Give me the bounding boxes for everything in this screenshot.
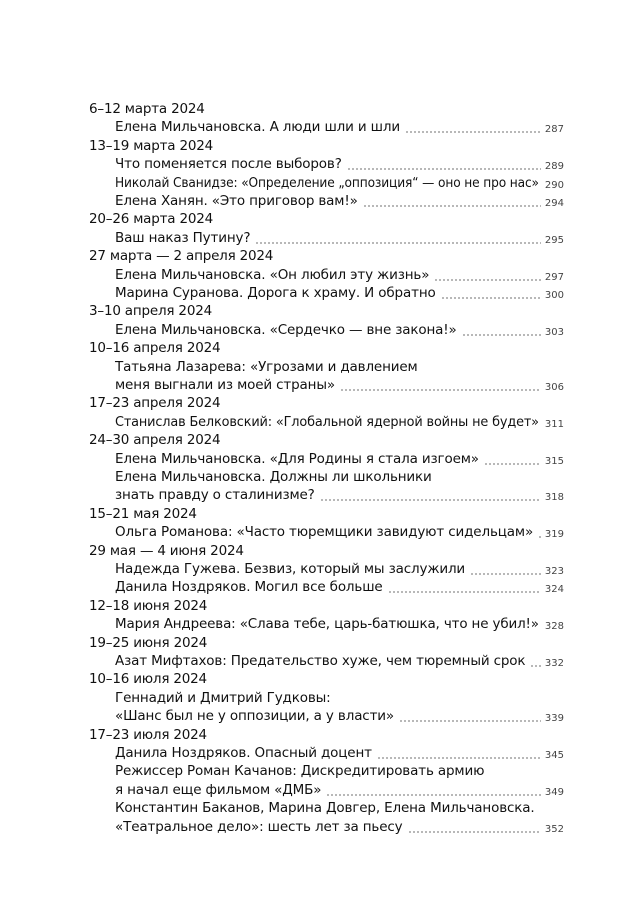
entry-title-line: Геннадий и Дмитрий Гудковы: — [115, 689, 331, 706]
page-number: 289 — [544, 161, 564, 173]
section-date: 10–16 июля 2024 — [89, 671, 207, 688]
dot-leader — [434, 267, 541, 284]
entry-title-line: Николай Сванидзе: «Определение „оппозиция“ — оно не про нас» — [115, 174, 539, 191]
entry-title-line: Данила Ноздряков. Опасный доцент — [115, 745, 372, 761]
entry-title-line: Елена Мильчановска. «Он любил эту жизнь» — [115, 266, 430, 283]
dot-leader — [484, 451, 541, 468]
page-number: 318 — [544, 492, 564, 504]
entry-title-line: Режиссер Роман Качанов: Дискредитировать армию — [115, 763, 485, 780]
page-number: 345 — [544, 750, 564, 761]
section-date: 10–16 апреля 2024 — [89, 340, 221, 357]
entry-title-line: Елена Мильчановска. А люди шли и шли — [115, 119, 400, 136]
dot-leader — [347, 156, 541, 173]
page-number: 294 — [544, 198, 564, 209]
entry-title-line: меня выгнали из моей страны» — [115, 376, 335, 393]
entry-title-line: Татьяна Лазарева: «Угрозами и давлением — [115, 358, 418, 375]
entry-title-line: Марина Суранова. Дорога к храму. И обратно — [115, 285, 436, 301]
page-number: 349 — [544, 786, 564, 798]
section-date: 19–25 июня 2024 — [89, 634, 208, 651]
section-date: 20–26 марта 2024 — [89, 211, 214, 228]
entry-title-line: Константин Баканов, Марина Довгер, Елена Мильчановска. — [115, 800, 535, 817]
section-date: 15–21 мая 2024 — [89, 505, 197, 522]
dot-leader — [538, 524, 541, 541]
dot-leader — [340, 377, 541, 394]
dot-leader — [441, 285, 541, 302]
entry-title-line: Мария Андреева: «Слава тебе, царь-батюшка, что не убил!» — [115, 616, 539, 633]
page-number: 352 — [544, 823, 564, 835]
entry-title-line: Елена Ханян. «Это приговор вам!» — [115, 193, 358, 209]
section-date: 17–23 апреля 2024 — [89, 395, 221, 412]
page-number: 339 — [544, 713, 564, 725]
entry-title-line: Надежда Гужева. Безвиз, который мы заслужили — [115, 561, 466, 577]
section-date: 29 мая — 4 июня 2024 — [89, 542, 244, 559]
section-date: 6–12 марта 2024 — [89, 101, 205, 117]
dot-leader — [363, 193, 541, 210]
page-number: 303 — [544, 326, 564, 338]
entry-title-line: я начал еще фильмом «ДМБ» — [115, 781, 322, 798]
dot-leader — [530, 653, 541, 670]
entry-title-line: Елена Мильчановска. «Сердечко — вне закона!» — [115, 321, 457, 338]
page-number: 300 — [544, 290, 564, 301]
page-number: 323 — [544, 566, 564, 577]
page-number: 290 — [544, 179, 564, 191]
dot-leader — [320, 487, 541, 504]
entry-title-line: «Театральное дело»: шесть лет за пьесу — [115, 818, 403, 835]
dot-leader — [255, 230, 541, 247]
section-date: 24–30 апреля 2024 — [89, 432, 221, 449]
entry-title-line: Ольга Романова: «Часто тюремщики завидуют сидельцам» — [115, 524, 534, 541]
entry-title-line: Азат Мифтахов: Предательство хуже, чем тюремный срок — [115, 653, 526, 669]
page-number: 328 — [544, 621, 564, 633]
page-number: 297 — [544, 271, 564, 283]
section-date: 3–10 апреля 2024 — [89, 303, 212, 320]
dot-leader — [326, 782, 541, 799]
section-date: 12–18 июня 2024 — [89, 597, 208, 614]
section-date: 17–23 июля 2024 — [89, 726, 207, 743]
section-date: 13–19 марта 2024 — [89, 137, 214, 154]
entry-title-line: Ваш наказ Путину? — [115, 229, 251, 246]
entry-title-line: Станислав Белковский: «Глобальной ядерной войны не будет» — [115, 413, 539, 430]
page-number: 311 — [544, 418, 564, 430]
dot-leader — [399, 708, 541, 725]
dot-leader — [462, 322, 541, 339]
page-number: 319 — [544, 529, 564, 541]
dot-leader — [470, 561, 541, 578]
page-number: 332 — [544, 658, 564, 669]
dot-leader — [377, 745, 541, 762]
entry-title-line: Елена Мильчановска. «Для Родины я стала изгоем» — [115, 450, 479, 467]
dot-leader — [405, 119, 541, 136]
page-number: 324 — [544, 584, 564, 596]
entry-title-line: Что поменяется после выборов? — [115, 156, 342, 173]
dot-leader — [408, 819, 541, 836]
page-number: 306 — [544, 381, 564, 393]
entry-title-line: Елена Мильчановска. Должны ли школьники — [115, 469, 432, 485]
entry-title-line: знать правду о сталинизме? — [115, 487, 315, 504]
entry-title-line: «Шанс был не у оппозиции, а у власти» — [115, 708, 395, 725]
page-number: 287 — [544, 124, 564, 136]
page-number: 315 — [544, 455, 564, 467]
section-date: 27 марта — 2 апреля 2024 — [89, 248, 274, 265]
dot-leader — [388, 579, 541, 596]
page-number: 295 — [544, 234, 564, 246]
entry-title-line: Данила Ноздряков. Могил все больше — [115, 579, 383, 596]
